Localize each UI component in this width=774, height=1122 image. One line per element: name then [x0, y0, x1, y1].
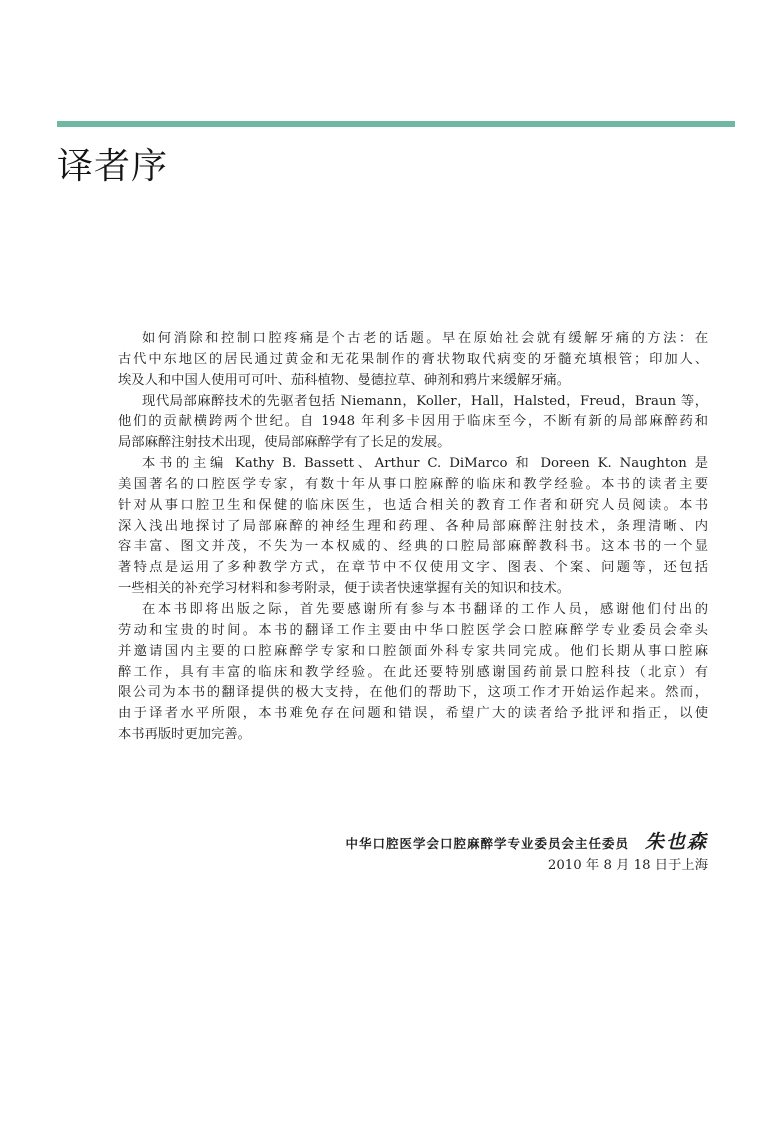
paragraph-line: 本书再版时更加完善。	[118, 727, 251, 743]
paragraph-line: 古代中东地区的居民通过黄金和无花果制作的膏状物取代病变的牙髓充填根管；印加人、	[118, 351, 708, 367]
paragraph-line: 醉工作，具有丰富的临床和教学经验。在此还要特别感谢国药前景口腔科技（北京）有	[118, 664, 708, 680]
paragraph-line: 由于译者水平所限，本书难免存在问题和错误，希望广大的读者给予批评和指正，以使	[118, 706, 708, 722]
signature-line	[345, 827, 708, 854]
paragraph-line: 他们的贡献横跨两个世纪。自 1948 年利多卡因用于临床至今，不断有新的局部麻醉药和	[118, 414, 708, 430]
paragraph-line: 深入浅出地探讨了局部麻醉的神经生理和药理、各种局部麻醉注射技术，条理清晰、内	[118, 518, 708, 534]
paragraph-line: 并邀请国内主要的口腔麻醉学专家和口腔颌面外科专家共同完成。他们长期从事口腔麻	[118, 643, 708, 659]
paragraph-line: 现代局部麻醉技术的先驱者包括 Niemann，Koller，Hall，Halsted，Freud，Braun 等，	[142, 393, 708, 409]
preface-body	[118, 329, 708, 746]
paragraph-line: 本书的主编 Kathy B. Bassett、Arthur C. DiMarco 和 Doreen K. Naughton 是	[142, 456, 708, 472]
paragraph-line: 容丰富、图文并茂，不失为一本权威的、经典的口腔局部麻醉教科书。这本书的一个显	[118, 539, 708, 555]
paragraph-line: 限公司为本书的翻译提供的极大支持，在他们的帮助下，这项工作才开始运作起来。然而，	[118, 685, 708, 701]
signature-title: 中华口腔医学会口腔麻醉学专业委员会主任委员	[345, 836, 629, 851]
paragraph-line: 针对从事口腔卫生和保健的临床医生，也适合相关的教育工作者和研究人员阅读。本书	[118, 497, 708, 513]
paragraph-line: 如何消除和控制口腔疼痛是个古老的话题。早在原始社会就有缓解牙痛的方法：在	[142, 331, 708, 346]
paragraph-line: 埃及人和中国人使用可可叶、茄科植物、曼德拉草、砷剂和鸦片来缓解牙痛。	[118, 372, 571, 388]
paragraph-line: 一些相关的补充学习材料和参考附录，便于读者快速掌握有关的知识和技术。	[118, 581, 571, 597]
signature-name: 朱也森	[644, 831, 708, 853]
page-title: 译者序	[57, 146, 169, 187]
paragraph-line: 在本书即将出版之际，首先要感谢所有参与本书翻译的工作人员，感谢他们付出的	[142, 601, 708, 617]
paragraph-line: 著特点是运用了多种教学方式，在章节中不仅使用文字、图表、个案、问题等，还包括	[118, 560, 708, 576]
paragraph-line: 美国著名的口腔医学专家，有数十年从事口腔麻醉的临床和教学经验。本书的读者主要	[118, 476, 708, 492]
paragraph-line: 局部麻醉注射技术出现，使局部麻醉学有了长足的发展。	[118, 435, 451, 451]
signature-date: 2010 年 8 月 18 日于上海	[547, 858, 708, 873]
header-rule	[57, 121, 735, 127]
paragraph-line: 劳动和宝贵的时间。本书的翻译工作主要由中华口腔医学会口腔麻醉学专业委员会牵头	[118, 622, 708, 638]
